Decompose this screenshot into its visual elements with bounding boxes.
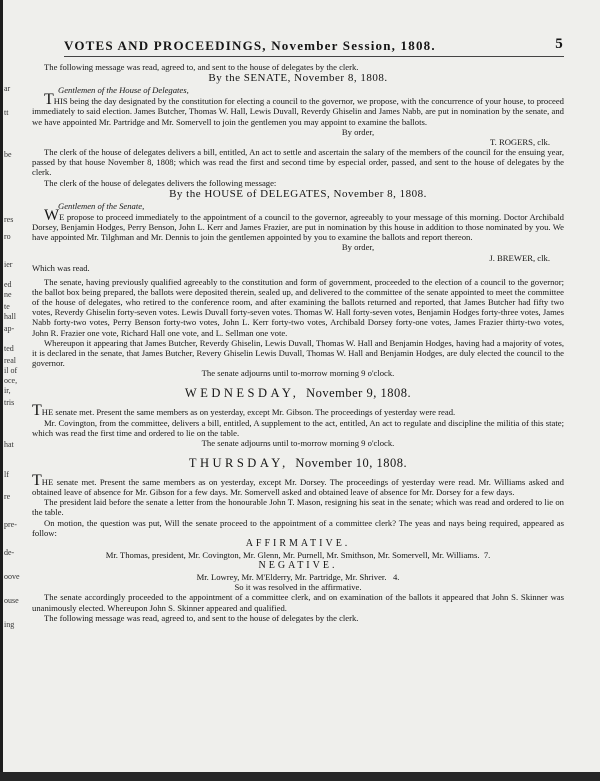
day-heading-wednesday <box>32 385 564 401</box>
margin-fragment: tt <box>4 108 9 117</box>
margin-fragment: te <box>4 302 10 311</box>
clerk-bill-paragraph: The clerk of the house of delegates delivers a bill, entitled, An act to settle and ascertain the salary of the members of the council for the ensuing year, passed by that house November 8, 1808; which was read the first and second time by especial order, passed, and sent to the house of delegates by the clerk. <box>32 147 564 178</box>
scan-bottom-edge <box>0 772 600 781</box>
margin-fragment: ier <box>4 260 13 269</box>
election-paragraph: The senate, having previously qualified agreeably to the constitution and form of government, proceeded to the election of a council to the governor; the ballot box being prepared, the ballots were deposited therein, sealed up, and delivered to the committee of the senate appointed to meet the committee of the house of delegates, who retired to the conference room, and after examining the ballots returned and reported, that James Butcher had fifty two votes, Reverdy Ghiselin forty-seven votes. Lewis Duvall forty-seven votes. Thomas W. Hall forty-seven votes, Benjamin Hodges forty-three votes, James Nabb forty-two votes, Perry Benson forty-two votes, John L. Kerr forty-two votes, Archibald Dorsey forty-one votes, James Frazier thirty-two votes, John R. Frazier one vote, Richard Hall one vote, and L. Sellman one vote. <box>32 276 564 338</box>
delegates-message-heading: By the HOUSE of DELEGATES, November 8, 1808. <box>169 187 427 200</box>
facing-page-margin <box>4 0 20 781</box>
margin-fragment: oce, <box>4 376 18 385</box>
motion-paragraph: On motion, the question was put, Will the senate proceed to the appointment of a committee clerk? The yeas and nays being required, appeared as follow: <box>32 517 564 538</box>
whereupon-paragraph: Whereupon it appearing that James Butcher, Reverdy Ghiselin, Lewis Duvall, Thomas W. Hall and Benjamin Hodges, having had a majority of votes, it is declared in the senate, that James Butcher, Revery Ghiselin Lewis Duvall, Thomas W. Hall and Benjamin Hodges, are duly elected the council to the governor. <box>32 337 564 369</box>
affirmative-heading: AFFIRMATIVE. <box>245 537 351 549</box>
signature: J. BREWER, clk. <box>489 252 550 263</box>
affirmative-count: 7. <box>483 549 491 560</box>
day-date: November 10, 1808. <box>295 456 408 470</box>
binding-shadow <box>0 0 3 781</box>
intro-paragraph: The following message was read, agreed to, and sent to the house of delegates by the clerk. <box>44 62 359 72</box>
margin-fragment: ted <box>4 344 14 353</box>
resolved-line: So it was resolved in the affirmative. <box>234 582 362 593</box>
margin-fragment: hall <box>4 312 16 321</box>
margin-fragment: ap- <box>4 324 15 333</box>
day-name: THURSDAY, <box>188 456 289 470</box>
salutation: Gentlemen of the House of Delegates, <box>58 85 189 96</box>
margin-fragment: ed <box>4 280 12 289</box>
margin-fragment: ro <box>4 232 11 241</box>
negative-list: Mr. Lowrey, Mr. M'Elderry, Mr. Partridge, Mr. Shriver. <box>196 572 387 583</box>
margin-fragment: re <box>4 492 11 501</box>
adjourn-line: The senate adjourns until to-morrow morning 9 o'clock. <box>201 437 395 448</box>
appointment-paragraph: The senate accordingly proceeded to the appointment of a committee clerk, and on examination of the ballots it appeared that John S. Skinner was unanimously elected. Whereupon John S. Skinner appeared and qualified. <box>32 592 564 613</box>
delegates-message-body: WE propose to proceed immediately to the appointment of a council to the governor, agreeably to your message of this morning. Doctor Archibald Dorsey, Benjamin Hodges, Perry Benson, John L. Kerr and James Frazier, are put in nomination by this house in addition to those nominated by you. We have appointed Mr. Tilghman and Mr. Dennis to join the gentlemen appointed by you to examine the ballots and report thereon. <box>32 206 564 243</box>
margin-fragment: ouse <box>4 596 19 605</box>
negative-names <box>32 572 564 582</box>
adjourn-line: The senate adjourns until to-morrow morning 9 o'clock. <box>201 368 395 379</box>
salutation: Gentlemen of the Senate, <box>58 200 145 211</box>
margin-fragment: real <box>4 356 16 365</box>
signature: T. ROGERS, clk. <box>490 136 550 147</box>
header-rule <box>64 56 564 57</box>
final-line: The following message was read, agreed to, and sent to the house of delegates by the clerk. <box>44 612 359 623</box>
day-name: WEDNESDAY, <box>184 386 300 401</box>
wednesday-met: THE senate met. Present the same members as on yesterday, except Mr. Gibson. The proceedings of yesterday were read. <box>32 402 456 420</box>
affirmative-names <box>32 550 564 560</box>
margin-fragment: hat <box>4 440 14 449</box>
clerk-message-intro: The clerk of the house of delegates delivers the following message: <box>44 177 277 188</box>
margin-fragment: ar <box>4 84 11 93</box>
which-read: Which was read. <box>32 262 90 273</box>
by-order: By order, <box>341 126 375 137</box>
page-number: 5 <box>555 36 564 52</box>
margin-fragment: be <box>4 150 12 159</box>
margin-fragment: res <box>4 215 14 224</box>
covington-bill: Mr. Covington, from the committee, delivers a bill, entitled, A supplement to the act, entitled, An act to regulate and discipline the militia of this state; which was read the first time and ordered to lie on the table. <box>32 417 564 438</box>
page-title: VOTES AND PROCEEDINGS, November Session, 1808. <box>64 38 436 53</box>
senate-message-heading: By the SENATE, November 8, 1808. <box>208 72 388 85</box>
margin-fragment: lf <box>4 470 9 479</box>
negative-heading: NEGATIVE. <box>258 560 338 572</box>
by-order: By order, <box>341 242 375 253</box>
margin-fragment: tris <box>4 398 15 407</box>
day-heading-thursday <box>32 455 564 471</box>
running-header <box>64 38 564 56</box>
day-date: November 9, 1808. <box>306 386 412 401</box>
margin-fragment: ing <box>4 620 15 629</box>
margin-fragment: oove <box>4 572 20 581</box>
president-letter: The president laid before the senate a letter from the honourable John T. Mason, resigning his seat in the senate; which was read and ordered to lie on the table. <box>32 497 564 518</box>
negative-count: 4. <box>392 572 400 583</box>
margin-fragment: il of <box>4 366 18 375</box>
margin-fragment: pre- <box>4 520 17 529</box>
thursday-met: THE senate met. Present the same members as on yesterday, except Mr. Dorsey. The proceedings of yesterday were read. Mr. Williams asked and obtained leave of absence for Mr. Gibson for a few days. Mr. Somervell asked and obtained leave of absence for Mr. Dorsey for a few days. <box>32 472 564 498</box>
affirmative-list: Mr. Thomas, president, Mr. Covington, Mr. Glenn, Mr. Purnell, Mr. Smithson, Mr. Somervell, Mr. Williams. <box>105 549 480 560</box>
margin-fragment: ne <box>4 290 12 299</box>
page-body <box>32 62 564 623</box>
margin-fragment: ir, <box>4 386 11 395</box>
senate-message-body: THIS being the day designated by the constitution for electing a council to the governor, we propose, with the concurrence of your house, to proceed immediately to said election. James Butcher, Thomas W. Hall, Lewis Duvall, Reverdy Ghiselin and James Nabb, are put in nomination by the senate, and we have appointed Mr. Partridge and Mr. Somervell to join the gentlemen you may appoint to examine the ballots. <box>32 91 564 127</box>
margin-fragment: de- <box>4 548 15 557</box>
